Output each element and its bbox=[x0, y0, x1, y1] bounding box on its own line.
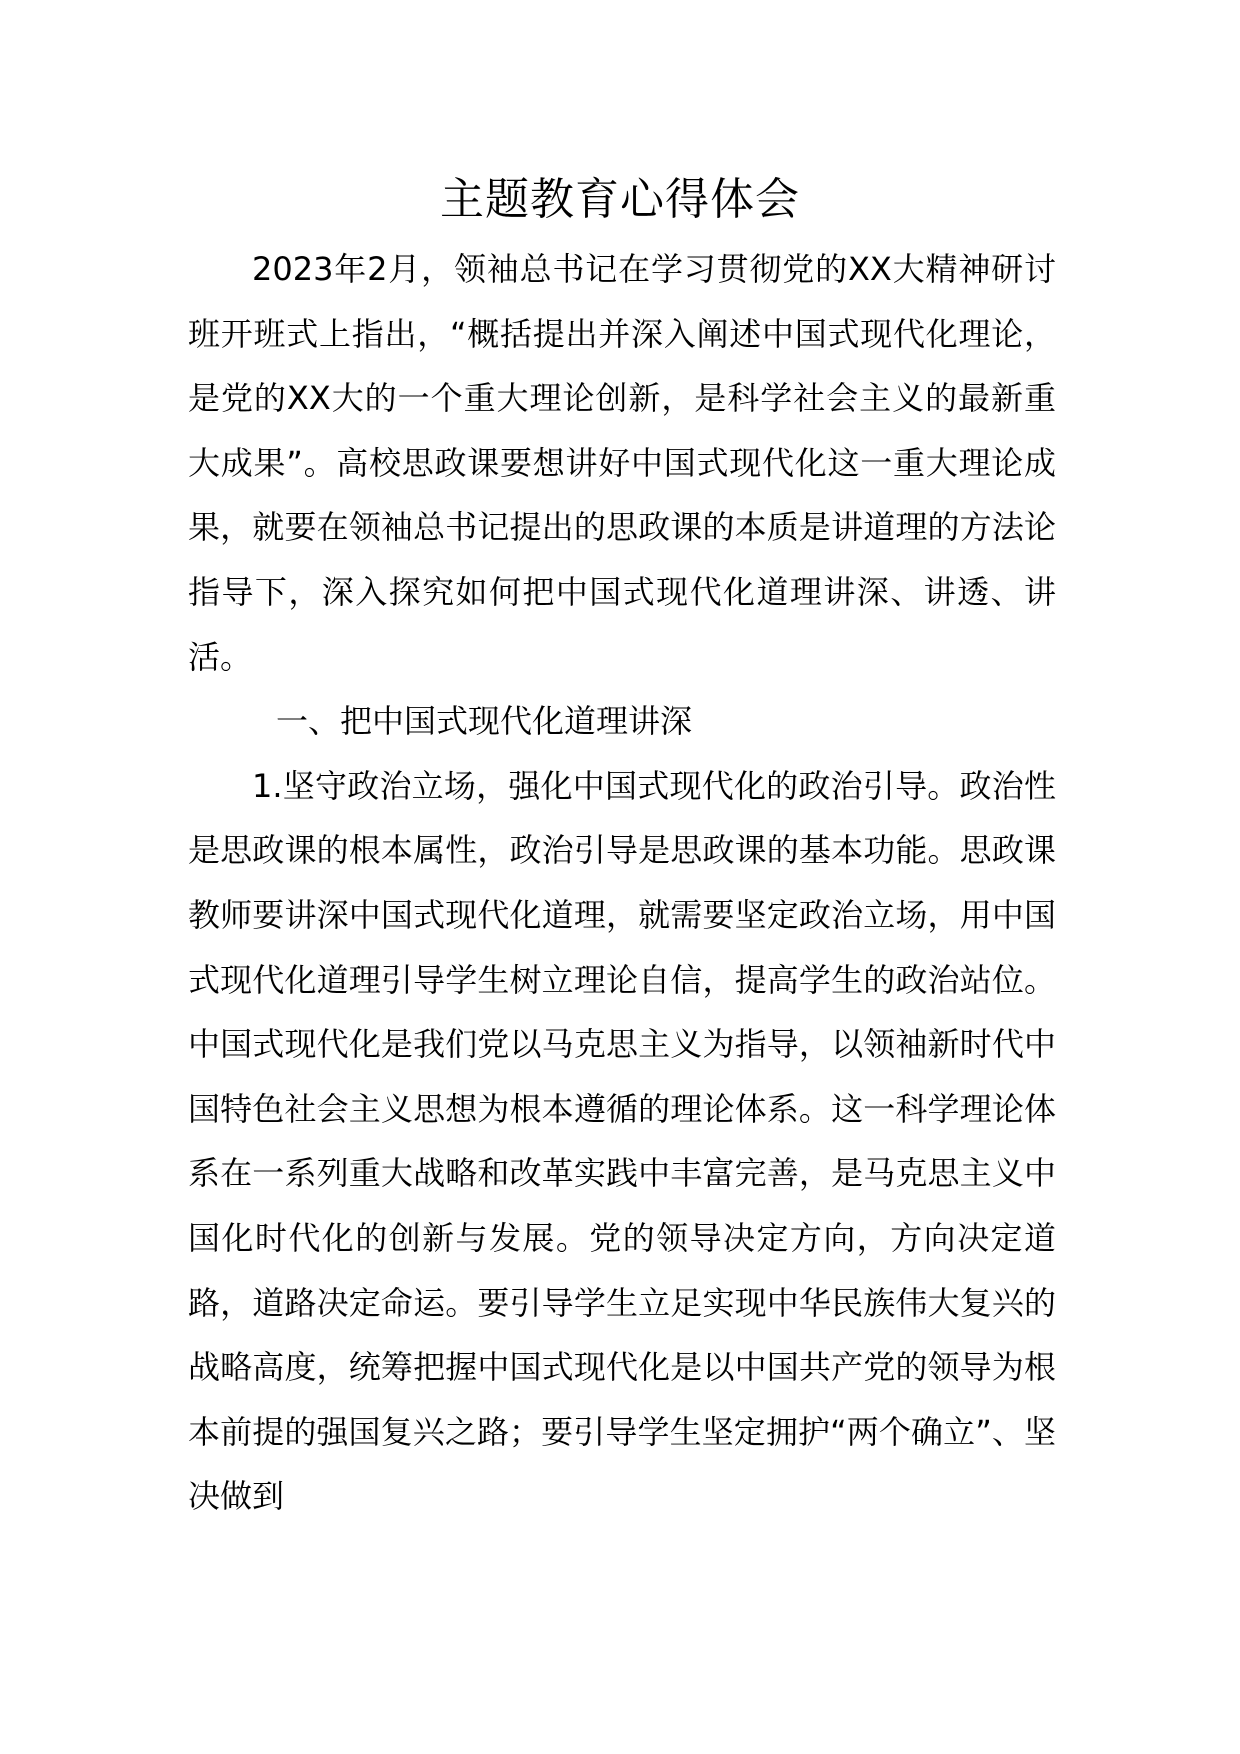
body-paragraph: 1.坚守政治立场，强化中国式现代化的政治引导。政治性是思政课的根本属性，政治引导是思政课的基本功能。思政课教师要讲深中国式现代化道理，就需要坚定政治立场，用中国式现代化道理引导学生树立理论自信，提高学生的政治站位。中国式现代化是我们党以马克思主义为指导，以领袖新时代中国特色社会主义思想为根本遵循的理论体系。这一科学理论体系在一系列重大战略和改革实践中丰富完善，是马克思主义中国化时代化的创新与发展。党的领导决定方向，方向决定道路，道路决定命运。要引导学生立足实现中华民族伟大复兴的战略高度，统筹把握中国式现代化是以中国共产党的领导为根本前提的强国复兴之路；要引导学生坚定拥护“两个确立”、坚决做到 bbox=[188, 766, 1056, 1516]
document-body bbox=[188, 237, 1056, 1529]
intro-paragraph: 2023年2月，领袖总书记在学习贯彻党的XX大精神研讨班开班式上指出，“概括提出并深入阐述中国式现代化理论，是党的XX大的一个重大理论创新，是科学社会主义的最新重大成果”。高校思政课要想讲好中国式现代化这一重大理论成果，就要在领袖总书记提出的思政课的本质是讲道理的方法论指导下，深入探究如何把中国式现代化道理讲深、讲透、讲活。 bbox=[188, 250, 1056, 676]
document-title: 主题教育心得体会 bbox=[440, 174, 800, 225]
section-heading: 一、把中国式现代化道理讲深 bbox=[276, 702, 693, 741]
